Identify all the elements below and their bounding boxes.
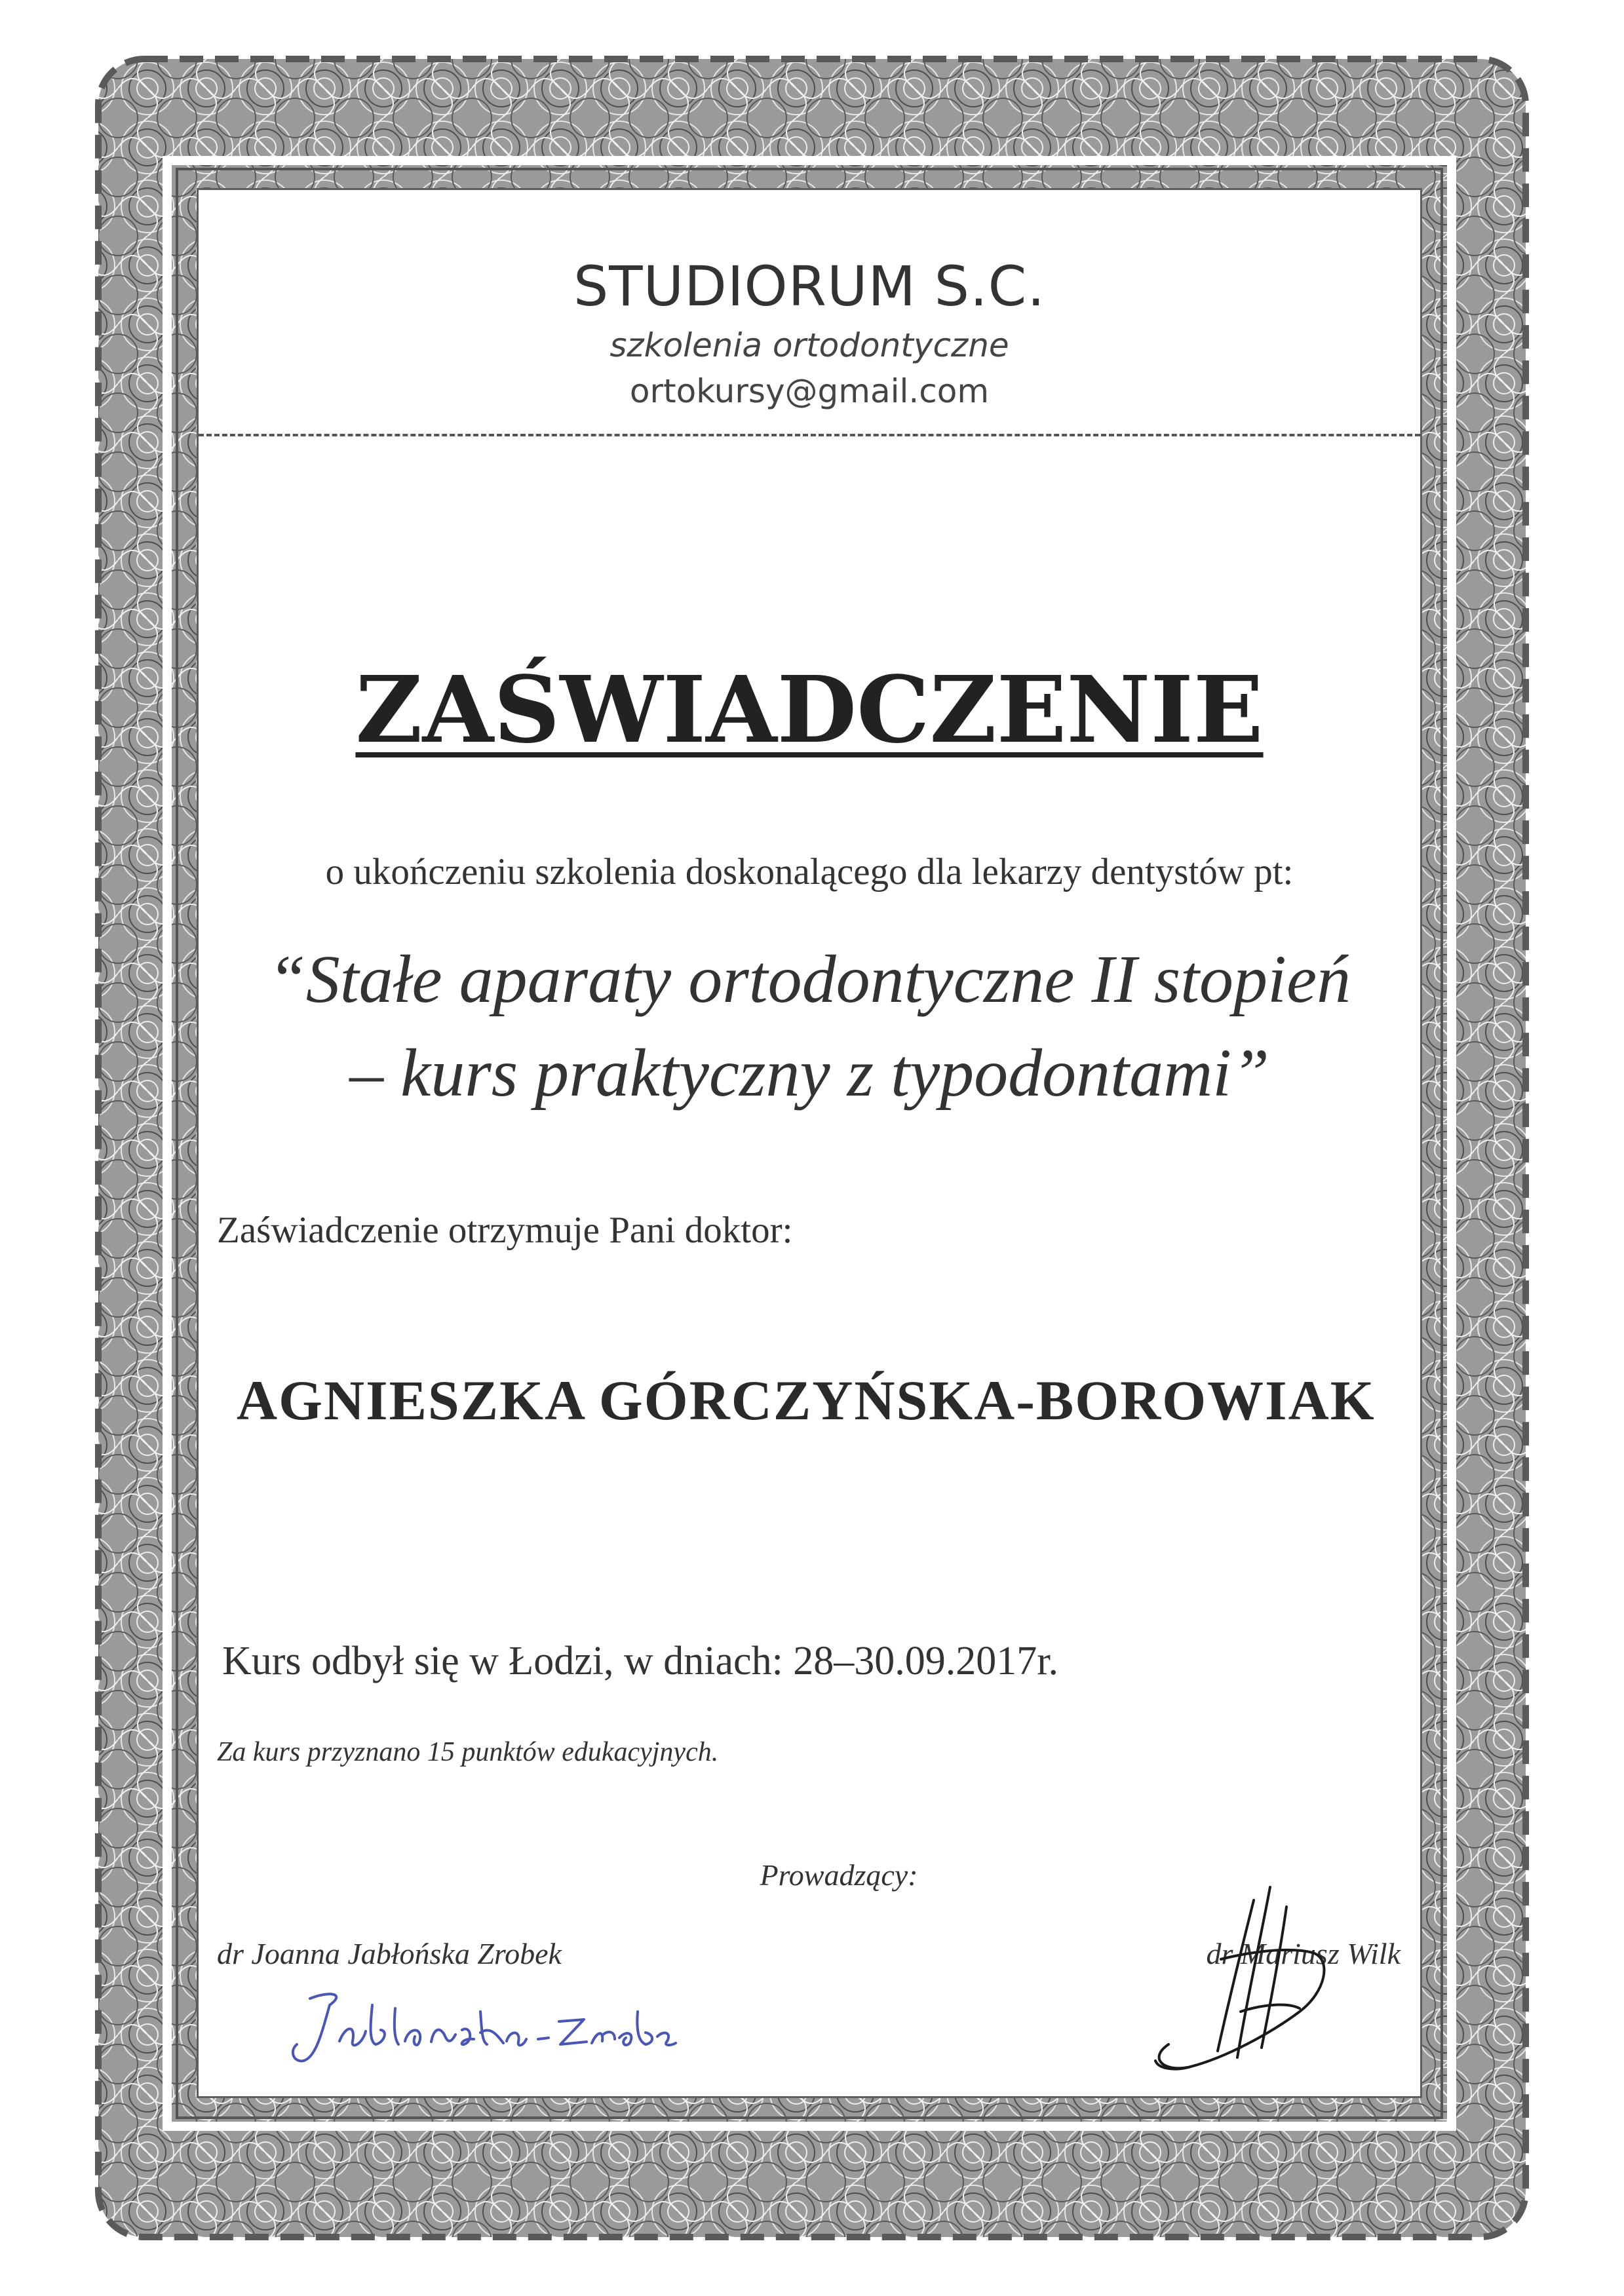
left-signatory-name: dr Joanna Jabłońska Zrobek bbox=[217, 1937, 562, 1970]
course-title-line-1: “Stałe aparaty ortodontyczne II stopień bbox=[267, 942, 1351, 1017]
organization-subtitle: szkolenia ortodontyczne bbox=[609, 326, 1009, 364]
organization-name: STUDIORUM S.C. bbox=[573, 254, 1046, 318]
right-handwritten-signature bbox=[1090, 1861, 1391, 2077]
recipient-name: AGNIESZKA GÓRCZYŃSKA-BOROWIAK bbox=[237, 1369, 1376, 1432]
header-divider bbox=[199, 434, 1420, 436]
certificate-intro: o ukończeniu szkolenia doskonalącego dla lekarzy dentystów pt: bbox=[325, 851, 1294, 892]
lead-label: Prowadzący: bbox=[760, 1858, 918, 1892]
left-handwritten-signature bbox=[284, 1979, 690, 2077]
course-title-line-2: – kurs praktyczny z typodontami” bbox=[349, 1035, 1269, 1111]
organization-email: ortokursy@gmail.com bbox=[629, 372, 990, 410]
certificate-title: ZAŚWIADCZENIE bbox=[355, 657, 1264, 764]
recipient-label: Zaświadczenie otrzymuje Pani doktor: bbox=[217, 1210, 793, 1251]
certificate-panel bbox=[197, 188, 1422, 2098]
right-signatory-name: dr Mariusz Wilk bbox=[1206, 1937, 1401, 1970]
education-points: Za kurs przyznano 15 punktów edukacyjnych. bbox=[217, 1737, 719, 1767]
course-place-and-dates: Kurs odbył się w Łodzi, w dniach: 28–30.09.2017r. bbox=[222, 1639, 1059, 1683]
